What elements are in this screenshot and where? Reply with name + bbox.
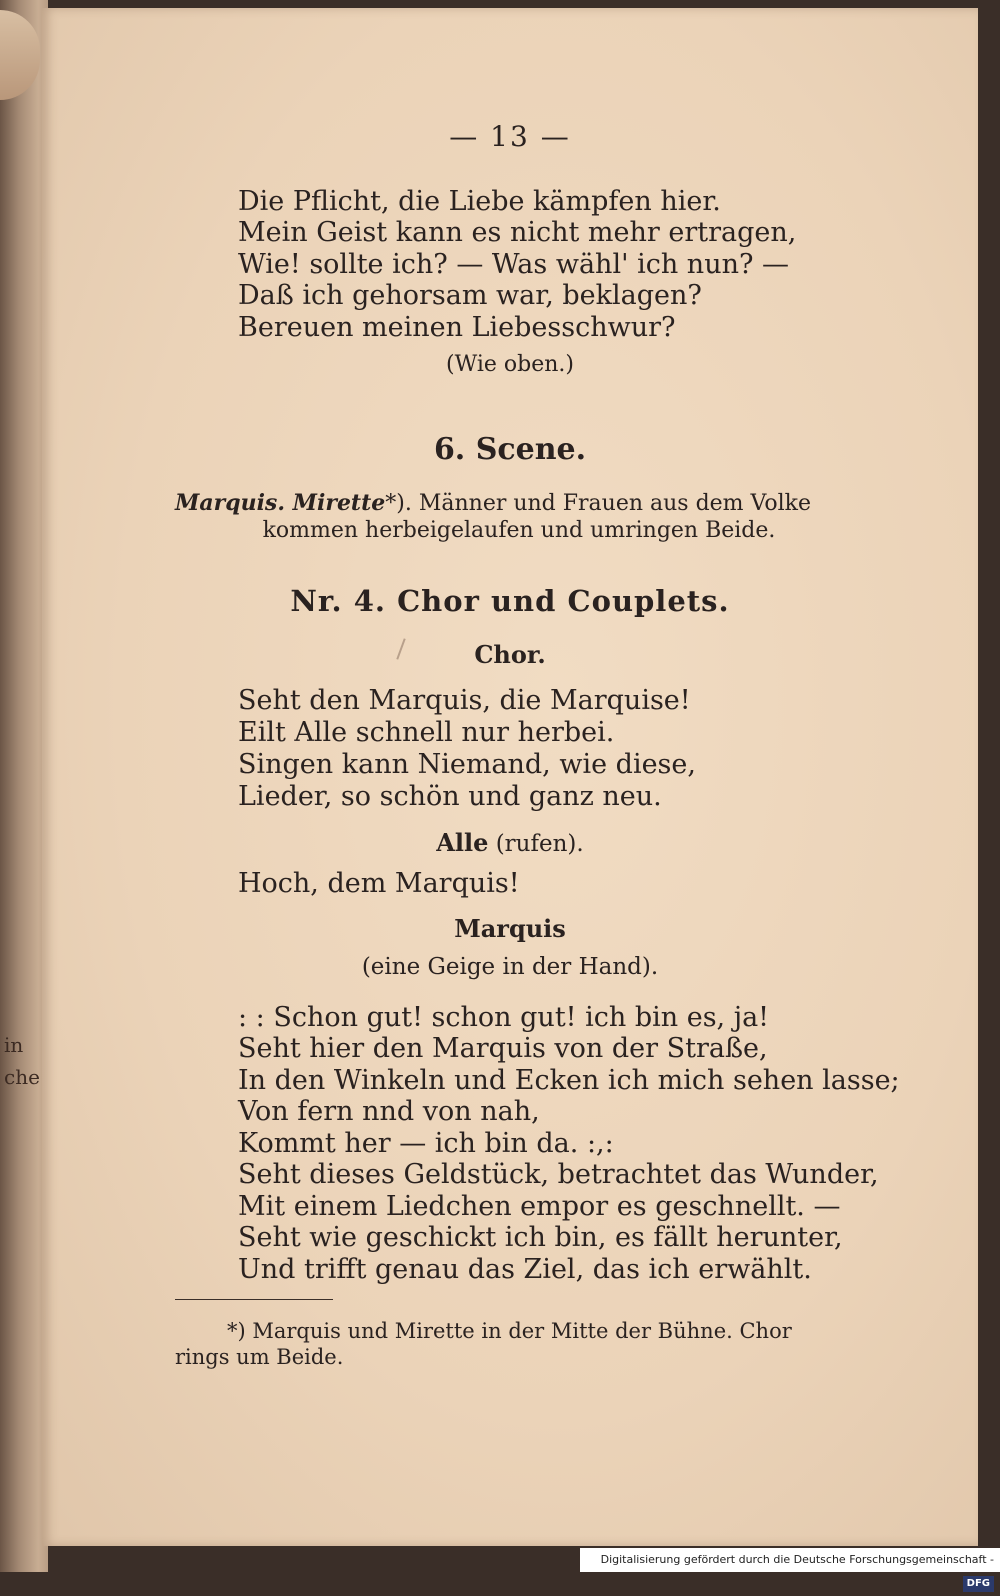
verse-line: Singen kann Niemand, wie diese, [238, 749, 696, 780]
verse-line: Wie! sollte ich? — Was wähl' ich nun? — [238, 249, 790, 280]
scene-direction [175, 490, 863, 544]
verse-line: Eilt Alle schnell nur herbei. [238, 717, 615, 748]
margin-bleed-text: in [4, 1033, 24, 1057]
verse-line: Seht den Marquis, die Marquise! [238, 685, 691, 716]
footnote [175, 1318, 865, 1370]
dfg-logo: DFG [963, 1576, 994, 1592]
number-heading: Nr. 4. Chor und Couplets. [290, 584, 730, 618]
speaker-marquis: Marquis [454, 914, 566, 943]
verse-line: Die Pflicht, die Liebe kämpfen hier. [238, 186, 721, 217]
verse-line: Mit einem Liedchen empor es geschnellt. — [238, 1191, 841, 1222]
speaker-alle-line [42, 828, 978, 857]
verse-line: Und trifft genau das Ziel, das ich erwählt. [238, 1254, 812, 1285]
speaker-alle-note: (rufen). [488, 831, 584, 857]
scene-characters: Marquis. Mirette [175, 490, 386, 516]
verse-line: : : Schon gut! schon gut! ich bin es, ja! [238, 1002, 770, 1033]
speaker-chor: Chor. [474, 640, 546, 669]
verse-line: Seht wie geschickt ich bin, es fällt herunter, [238, 1222, 843, 1253]
page-number: — 13 — [449, 120, 571, 153]
verse-line: Seht hier den Marquis von der Straße, [238, 1033, 768, 1064]
verse-line: Kommt her — ich bin da. :,: [238, 1128, 614, 1159]
verse-line: Lieder, so schön und ganz neu. [238, 781, 662, 812]
book-page [42, 8, 978, 1546]
scene-direction-text: *). Männer und Frauen aus dem Volke [385, 491, 812, 516]
footnote-rule [175, 1299, 333, 1300]
stage-direction: (Wie oben.) [446, 352, 574, 377]
verse-line: Von fern nnd von nah, [238, 1096, 540, 1127]
verse-line-alle: Hoch, dem Marquis! [238, 868, 520, 899]
dfg-credit-text: Digitalisierung gefördert durch die Deutsche Forschungsgemeinschaft - [600, 1553, 994, 1566]
verse-line: Bereuen meinen Liebesschwur? [238, 312, 676, 343]
verse-line: In den Winkeln und Ecken ich mich sehen lasse; [238, 1065, 900, 1096]
verse-line: Seht dieses Geldstück, betrachtet das Wunder, [238, 1159, 879, 1190]
dfg-credit-bar [580, 1548, 1000, 1589]
page-curl [0, 10, 40, 100]
scene-heading: 6. Scene. [433, 432, 587, 467]
verse-line: Mein Geist kann es nicht mehr ertragen, [238, 217, 797, 248]
scene-direction-line2: kommen herbeigelaufen und umringen Beide. [262, 518, 776, 543]
margin-bleed-text: che [4, 1065, 40, 1089]
previous-page-edge [0, 0, 48, 1572]
speaker-marquis-note: (eine Geige in der Hand). [361, 954, 659, 980]
footnote-line: *) Marquis und Mirette in der Mitte der Bühne. Chor [227, 1319, 792, 1343]
footnote-line: rings um Beide. [175, 1345, 344, 1369]
speaker-alle: Alle [436, 828, 489, 857]
verse-line: Daß ich gehorsam war, beklagen? [238, 280, 702, 311]
